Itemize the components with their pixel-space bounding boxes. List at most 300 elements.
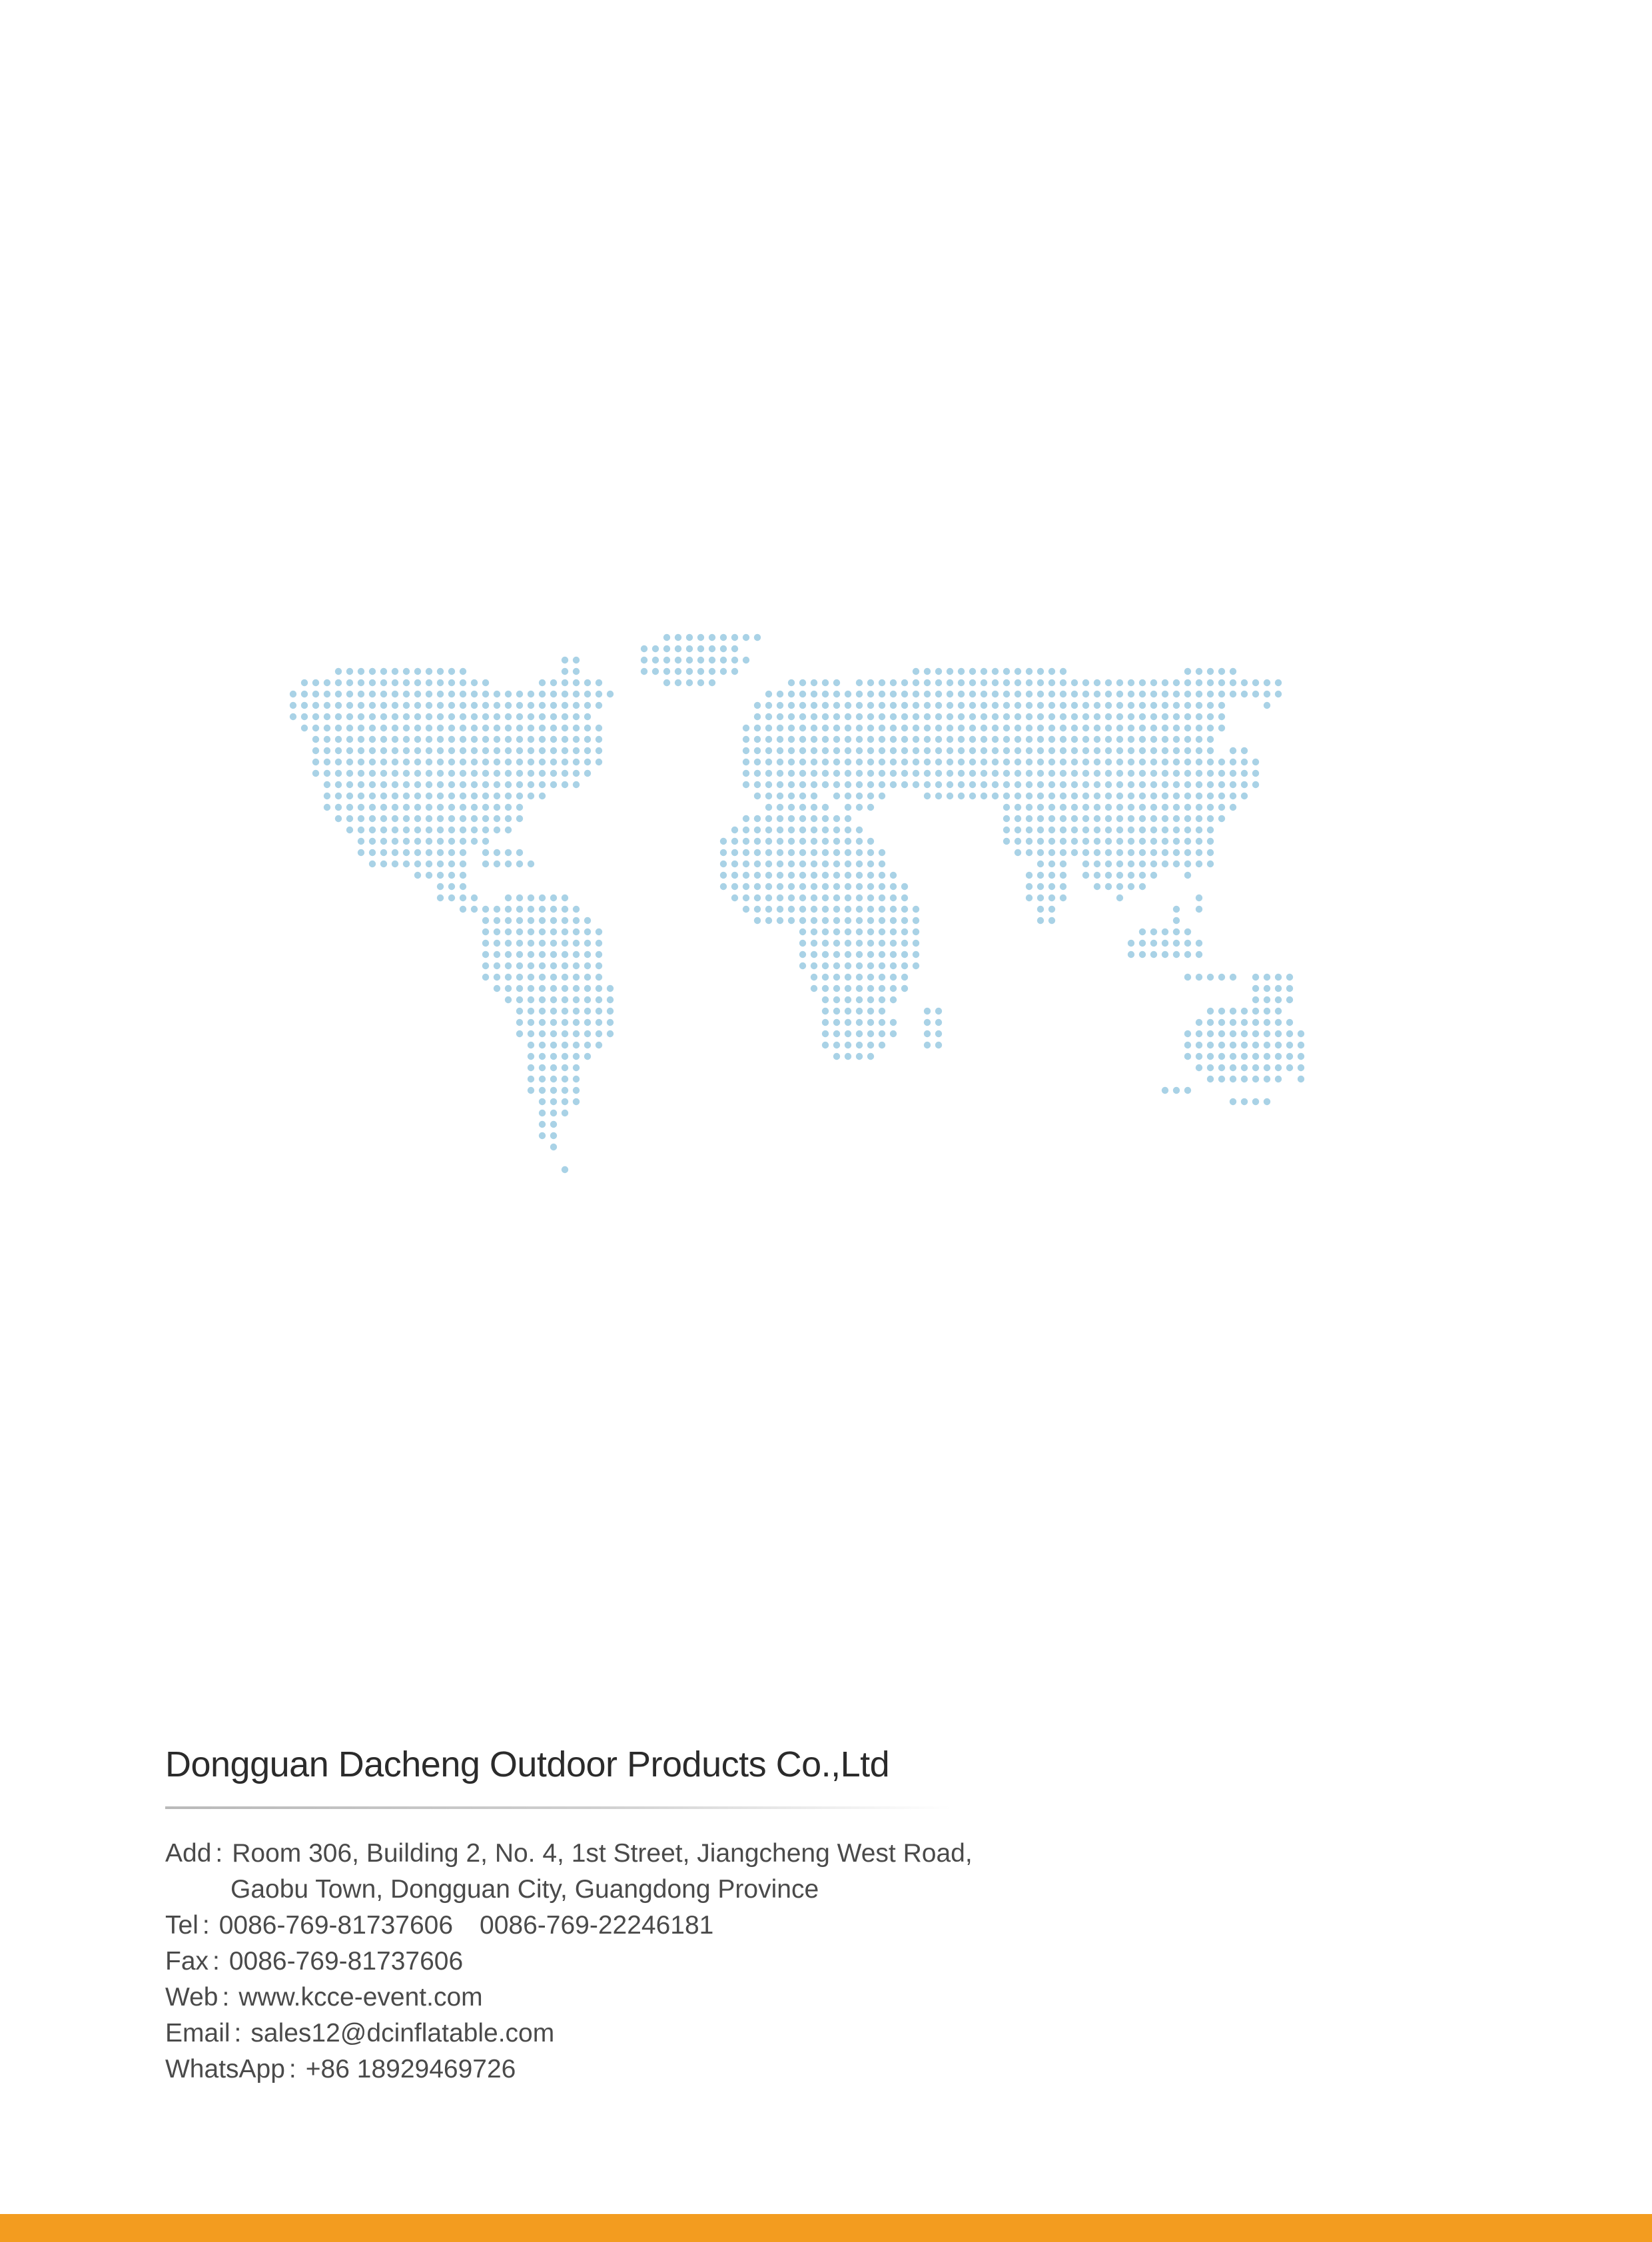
map-dot [856, 736, 863, 743]
map-dot [947, 668, 953, 675]
map-dot [754, 815, 761, 822]
map-dot [380, 725, 387, 731]
map-dot [1230, 1064, 1236, 1071]
map-dot [1207, 1076, 1214, 1082]
map-dot [1037, 691, 1044, 697]
map-dot [528, 1042, 534, 1048]
map-dot [822, 929, 829, 935]
map-dot [539, 996, 546, 1003]
map-dot [1162, 804, 1168, 811]
map-dot [856, 1030, 863, 1037]
map-dot [1162, 1087, 1168, 1094]
map-dot [573, 781, 580, 788]
map-dot [890, 895, 897, 901]
map-dot [867, 736, 874, 743]
map-dot [901, 883, 908, 890]
map-dot [1252, 770, 1259, 777]
map-dot [1026, 668, 1032, 675]
map-dot [584, 691, 591, 697]
map-dot [822, 781, 829, 788]
map-dot [833, 815, 840, 822]
map-dot [924, 1019, 931, 1026]
map-dot [879, 895, 885, 901]
map-dot [879, 883, 885, 890]
map-dot [596, 747, 602, 754]
map-dot [392, 861, 398, 867]
map-dot [448, 691, 455, 697]
map-dot [1264, 996, 1270, 1003]
map-dot [505, 736, 512, 743]
map-dot [324, 725, 330, 731]
map-dot [777, 759, 783, 765]
map-dot [822, 872, 829, 879]
map-dot [346, 736, 353, 743]
map-dot [1105, 759, 1112, 765]
map-dot [1015, 725, 1021, 731]
map-dot [799, 940, 806, 946]
map-dot [913, 917, 919, 924]
map-dot [901, 940, 908, 946]
map-dot [845, 770, 851, 777]
map-dot [1207, 838, 1214, 845]
map-dot [1105, 883, 1112, 890]
map-dot [584, 996, 591, 1003]
map-dot [335, 725, 342, 731]
map-dot [335, 804, 342, 811]
map-dot [799, 827, 806, 833]
map-dot [369, 736, 376, 743]
map-dot [822, 906, 829, 913]
map-dot [1162, 951, 1168, 958]
map-dot [890, 725, 897, 731]
map-dot [539, 747, 546, 754]
map-dot [1150, 759, 1157, 765]
map-dot [1207, 1030, 1214, 1037]
map-dot [867, 872, 874, 879]
map-dot [1298, 1064, 1304, 1071]
map-dot [1162, 725, 1168, 731]
map-dot [1060, 804, 1066, 811]
map-dot [1105, 827, 1112, 833]
map-dot [1026, 827, 1032, 833]
map-dot [573, 1030, 580, 1037]
map-dot [369, 815, 376, 822]
tel-value-2[interactable]: 0086-769-22246181 [480, 1911, 714, 1940]
map-dot [1003, 759, 1010, 765]
map-dot [482, 770, 489, 777]
map-dot [1184, 1042, 1191, 1048]
fax-label: Fax [165, 1947, 209, 1976]
map-dot [448, 759, 455, 765]
map-dot [697, 679, 704, 686]
map-dot [1128, 849, 1134, 856]
map-dot [1162, 759, 1168, 765]
map-dot [969, 770, 976, 777]
map-dot [562, 781, 568, 788]
map-dot [777, 804, 783, 811]
whatsapp-value[interactable]: +86 18929469726 [305, 2055, 516, 2083]
map-dot [1128, 691, 1134, 697]
map-dot [494, 929, 500, 935]
map-dot [1048, 872, 1055, 879]
map-dot [1060, 827, 1066, 833]
map-dot [550, 951, 557, 958]
map-dot [1150, 793, 1157, 799]
map-dot [811, 951, 817, 958]
map-dot [845, 996, 851, 1003]
map-dot [460, 838, 466, 845]
map-dot [992, 725, 999, 731]
map-dot [1060, 849, 1066, 856]
map-dot [550, 713, 557, 720]
map-dot [1162, 736, 1168, 743]
map-dot [346, 679, 353, 686]
map-dot [1218, 1019, 1225, 1026]
map-dot [550, 1110, 557, 1116]
map-dot [516, 781, 523, 788]
map-dot [550, 1144, 557, 1150]
map-dot [822, 770, 829, 777]
map-dot [1218, 1053, 1225, 1060]
map-dot [1286, 974, 1293, 980]
map-dot [414, 861, 421, 867]
map-dot [562, 906, 568, 913]
map-dot [516, 940, 523, 946]
map-dot [845, 736, 851, 743]
map-dot [845, 1053, 851, 1060]
map-dot [924, 1030, 931, 1037]
map-dot [879, 996, 885, 1003]
map-dot [1037, 827, 1044, 833]
map-dot [833, 1008, 840, 1014]
map-dot [471, 736, 478, 743]
map-dot [528, 1030, 534, 1037]
map-dot [822, 838, 829, 845]
map-dot [947, 759, 953, 765]
map-dot [437, 838, 444, 845]
map-dot [833, 736, 840, 743]
map-dot [765, 770, 772, 777]
map-dot [528, 996, 534, 1003]
map-dot [845, 872, 851, 879]
map-dot [856, 793, 863, 799]
map-dot [1162, 849, 1168, 856]
map-dot [935, 1030, 942, 1037]
map-dot [1082, 849, 1089, 856]
map-dot [437, 781, 444, 788]
map-dot [788, 838, 795, 845]
map-dot [743, 634, 749, 641]
map-dot [1173, 951, 1180, 958]
map-dot [856, 872, 863, 879]
map-dot [1128, 951, 1134, 958]
map-dot [562, 940, 568, 946]
map-dot [1218, 1008, 1225, 1014]
map-dot [471, 827, 478, 833]
map-dot [1196, 668, 1202, 675]
map-dot [754, 781, 761, 788]
map-dot [1003, 725, 1010, 731]
map-dot [1094, 679, 1100, 686]
map-dot [743, 736, 749, 743]
map-dot [811, 883, 817, 890]
map-dot [879, 725, 885, 731]
map-dot [573, 702, 580, 709]
map-dot [879, 849, 885, 856]
map-dot [1218, 1030, 1225, 1037]
map-dot [562, 1076, 568, 1082]
map-dot [879, 906, 885, 913]
map-dot [346, 713, 353, 720]
map-dot [697, 634, 704, 641]
email-link[interactable]: sales12@dcinflatable.com [250, 2019, 555, 2048]
map-dot [539, 1008, 546, 1014]
map-dot [494, 917, 500, 924]
map-dot [1252, 1030, 1259, 1037]
map-dot [754, 736, 761, 743]
map-dot [901, 906, 908, 913]
map-dot [1105, 793, 1112, 799]
map-dot [935, 702, 942, 709]
map-dot [1241, 1076, 1248, 1082]
map-dot [1173, 849, 1180, 856]
map-dot [1196, 793, 1202, 799]
map-dot [1184, 781, 1191, 788]
map-dot [1128, 815, 1134, 822]
map-dot [1048, 793, 1055, 799]
map-dot [437, 702, 444, 709]
map-dot [1094, 781, 1100, 788]
map-dot [1015, 713, 1021, 720]
map-dot [403, 849, 410, 856]
map-dot [346, 815, 353, 822]
map-dot [584, 747, 591, 754]
map-dot [460, 679, 466, 686]
map-dot [1173, 793, 1180, 799]
map-dot [913, 962, 919, 969]
map-dot [505, 725, 512, 731]
map-dot [1173, 906, 1180, 913]
map-dot [709, 668, 715, 675]
map-dot [777, 781, 783, 788]
map-dot [901, 759, 908, 765]
map-dot [1071, 725, 1078, 731]
map-dot [822, 691, 829, 697]
map-dot [867, 679, 874, 686]
map-dot [448, 827, 455, 833]
map-dot [1230, 668, 1236, 675]
map-dot [494, 940, 500, 946]
map-dot [765, 725, 772, 731]
map-dot [358, 702, 364, 709]
map-dot [1150, 725, 1157, 731]
map-dot [1015, 668, 1021, 675]
map-dot [516, 895, 523, 901]
map-dot [505, 940, 512, 946]
map-dot [901, 679, 908, 686]
map-dot [494, 793, 500, 799]
map-dot [414, 838, 421, 845]
map-dot [856, 895, 863, 901]
map-dot [1003, 804, 1010, 811]
map-dot [437, 804, 444, 811]
map-dot [867, 1019, 874, 1026]
map-dot [482, 691, 489, 697]
map-dot [448, 679, 455, 686]
map-dot [482, 713, 489, 720]
map-dot [1128, 736, 1134, 743]
map-dot [1196, 861, 1202, 867]
map-dot [437, 872, 444, 879]
map-dot [1048, 849, 1055, 856]
map-dot [335, 679, 342, 686]
map-dot [833, 827, 840, 833]
map-dot [1026, 895, 1032, 901]
map-dot [573, 736, 580, 743]
map-dot [935, 1008, 942, 1014]
map-dot [1094, 770, 1100, 777]
map-dot [573, 940, 580, 946]
map-dot [1139, 691, 1146, 697]
map-dot [539, 906, 546, 913]
map-dot [743, 883, 749, 890]
map-dot [1196, 747, 1202, 754]
map-dot [1105, 849, 1112, 856]
map-dot [935, 668, 942, 675]
tel-value-1[interactable]: 0086-769-81737606 [218, 1911, 454, 1940]
map-dot [856, 679, 863, 686]
map-dot [516, 1030, 523, 1037]
map-dot [1196, 781, 1202, 788]
map-dot [505, 770, 512, 777]
map-dot [856, 974, 863, 980]
map-dot [1184, 940, 1191, 946]
map-dot [335, 770, 342, 777]
map-dot [1026, 883, 1032, 890]
map-dot [788, 872, 795, 879]
map-dot [1264, 702, 1270, 709]
web-link[interactable]: www.kcce-event.com [238, 1983, 483, 2012]
map-dot [584, 1008, 591, 1014]
map-dot [516, 759, 523, 765]
map-dot [1218, 804, 1225, 811]
map-dot [1173, 827, 1180, 833]
map-dot [335, 668, 342, 675]
map-dot [539, 1053, 546, 1060]
map-dot [1037, 668, 1044, 675]
map-dot [426, 713, 432, 720]
map-dot [924, 679, 931, 686]
map-dot [1218, 1042, 1225, 1048]
map-dot [584, 759, 591, 765]
map-dot [1218, 815, 1225, 822]
map-dot [935, 770, 942, 777]
map-dot [992, 770, 999, 777]
map-dot [811, 804, 817, 811]
map-dot [369, 679, 376, 686]
map-dot [1003, 668, 1010, 675]
map-dot [1196, 827, 1202, 833]
map-dot [358, 736, 364, 743]
map-dot [1184, 1087, 1191, 1094]
map-dot [731, 668, 738, 675]
map-dot [856, 985, 863, 992]
map-dot [392, 770, 398, 777]
map-dot [743, 759, 749, 765]
map-dot [822, 962, 829, 969]
map-dot [1264, 1042, 1270, 1048]
map-dot [924, 713, 931, 720]
map-dot [426, 793, 432, 799]
map-dot [1264, 1076, 1270, 1082]
map-dot [867, 1042, 874, 1048]
map-dot [799, 804, 806, 811]
map-dot [335, 815, 342, 822]
map-dot [890, 691, 897, 697]
map-dot [1026, 770, 1032, 777]
map-dot [1139, 702, 1146, 709]
map-dot [981, 747, 987, 754]
map-dot [505, 781, 512, 788]
map-dot [799, 906, 806, 913]
map-dot [1207, 691, 1214, 697]
map-dot [460, 827, 466, 833]
map-dot [652, 657, 659, 663]
map-dot [324, 747, 330, 754]
map-dot [539, 962, 546, 969]
map-dot [414, 804, 421, 811]
map-dot [471, 804, 478, 811]
map-dot [448, 713, 455, 720]
map-dot [890, 883, 897, 890]
map-dot [879, 1042, 885, 1048]
map-dot [890, 872, 897, 879]
map-dot [437, 759, 444, 765]
map-dot [1082, 872, 1089, 879]
map-dot [890, 781, 897, 788]
map-dot [448, 815, 455, 822]
map-dot [562, 917, 568, 924]
map-dot [550, 1132, 557, 1139]
map-dot [550, 679, 557, 686]
map-dot [312, 702, 319, 709]
map-dot [369, 849, 376, 856]
map-dot [1128, 702, 1134, 709]
map-dot [1230, 1098, 1236, 1105]
map-dot [494, 713, 500, 720]
map-dot [867, 1008, 874, 1014]
map-dot [550, 1076, 557, 1082]
map-dot [1173, 929, 1180, 935]
map-dot [1241, 793, 1248, 799]
map-dot [1173, 838, 1180, 845]
map-dot [1026, 679, 1032, 686]
map-dot [924, 1008, 931, 1014]
map-dot [1173, 917, 1180, 924]
map-dot [1128, 838, 1134, 845]
map-dot [969, 702, 976, 709]
map-dot [788, 827, 795, 833]
map-dot [1082, 736, 1089, 743]
map-dot [1218, 679, 1225, 686]
map-dot [1286, 996, 1293, 1003]
map-dot [414, 872, 421, 879]
map-dot [1207, 725, 1214, 731]
map-dot [607, 1008, 614, 1014]
map-dot [788, 906, 795, 913]
map-dot [890, 974, 897, 980]
map-dot [596, 929, 602, 935]
